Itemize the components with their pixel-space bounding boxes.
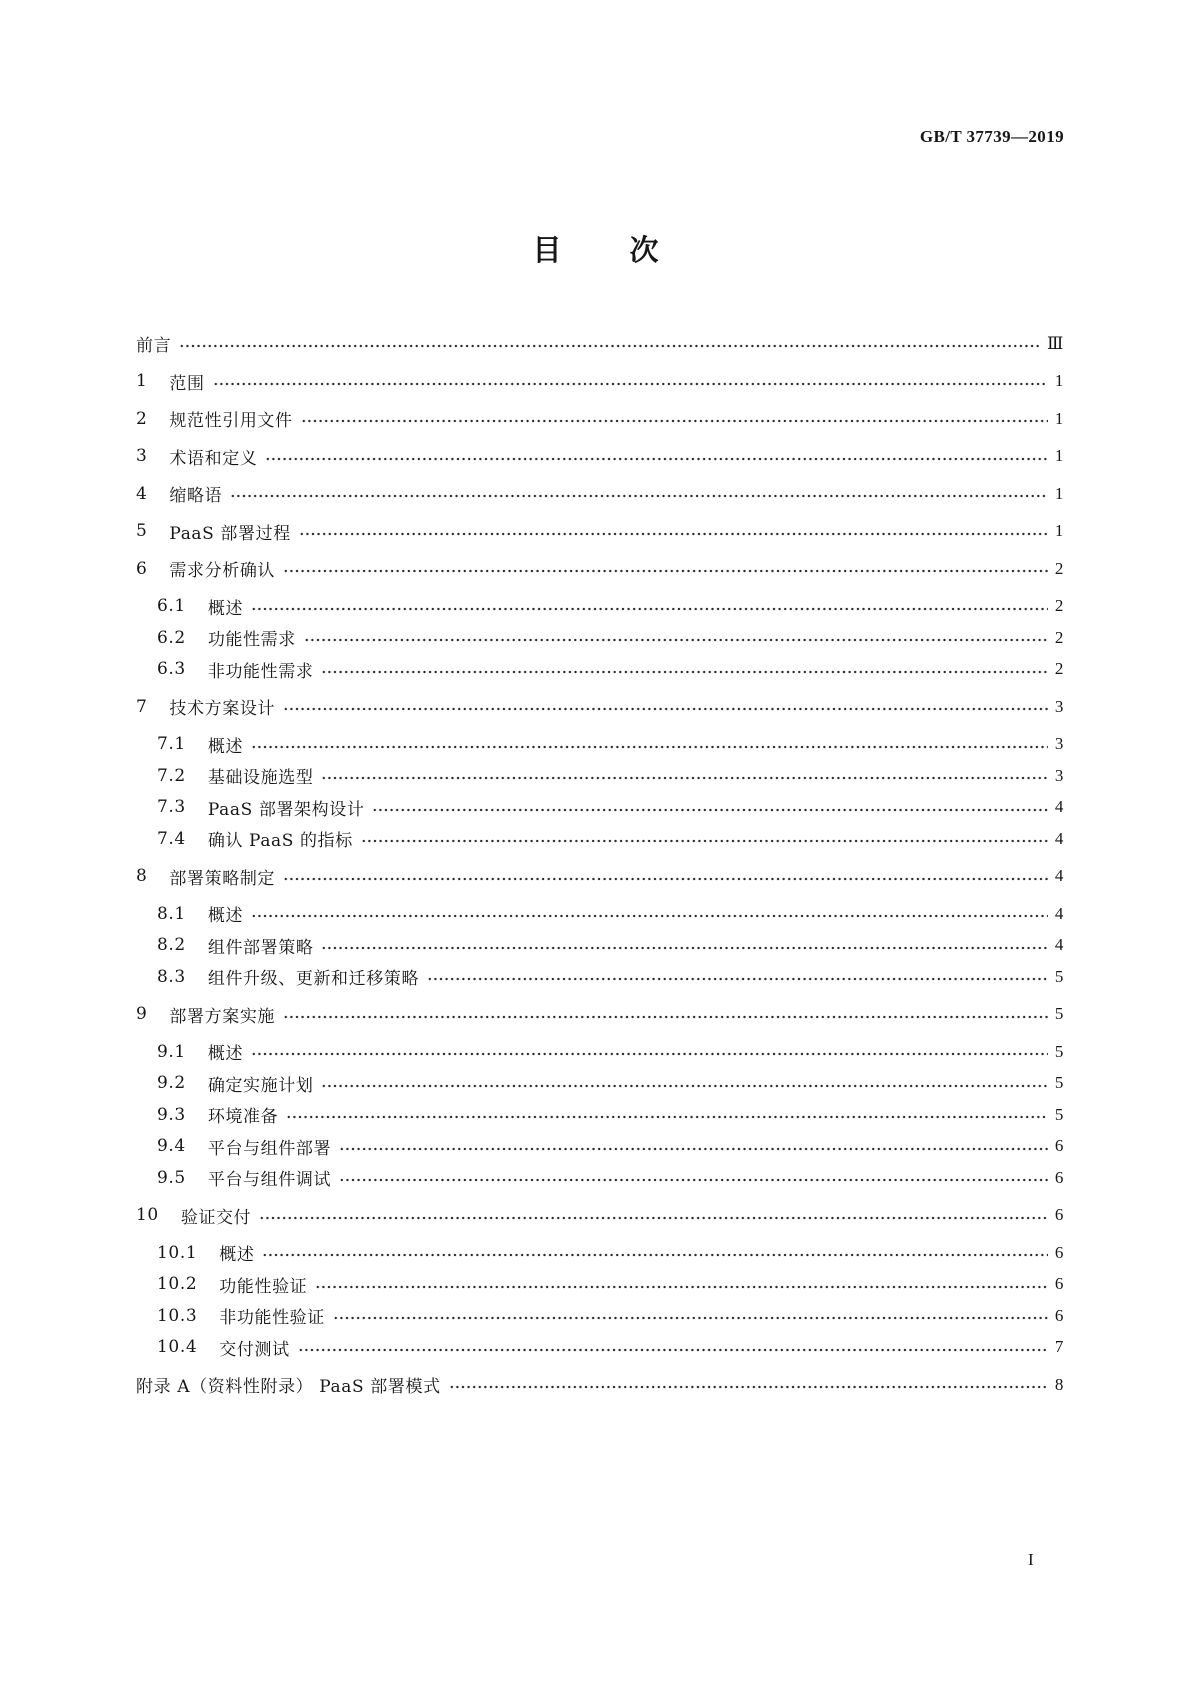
toc-entry-title: 基础设施选型 (207, 768, 314, 789)
toc-leader-dots (301, 403, 1048, 434)
page-title: 目 次 (532, 233, 659, 267)
toc-entry-title: 概述 (207, 906, 244, 927)
toc-entry-title: 功能性需求 (207, 630, 296, 651)
toc-leader-dots (304, 622, 1048, 653)
toc-entry-number: 9.4 (157, 1136, 186, 1157)
toc-entry-page: 5 (1054, 966, 1064, 986)
toc-entry-page: 5 (1054, 1041, 1064, 1061)
toc-entry-title: 概述 (207, 598, 244, 619)
toc-entry-number: 8.3 (157, 966, 186, 987)
toc-entry (136, 1200, 1064, 1232)
toc-entry (136, 792, 1064, 824)
toc-entry-page: 4 (1054, 797, 1064, 817)
toc-entry-title: 部署方案实施 (169, 1006, 276, 1027)
toc-entry-page: 7 (1054, 1337, 1064, 1357)
toc-entry-number: 8.1 (157, 903, 186, 924)
toc-entry-page: 4 (1054, 935, 1064, 955)
toc-entry (136, 930, 1064, 962)
page-number: I (1028, 1550, 1034, 1569)
toc-entry-page: 6 (1054, 1136, 1064, 1156)
toc-entry-page: 6 (1054, 1167, 1064, 1187)
toc-entry-title: 部署策略制定 (169, 868, 276, 889)
toc-entry-number: 3 (136, 446, 148, 467)
toc-entry-title: 确定实施计划 (207, 1075, 314, 1096)
toc-entry (136, 898, 1064, 930)
toc-entry-number: 7.4 (157, 828, 186, 849)
toc-leader-dots (213, 366, 1048, 397)
toc-leader-dots (321, 654, 1047, 685)
toc-entry (136, 441, 1064, 473)
toc-entry-title: 平台与组件调试 (207, 1170, 332, 1191)
toc-leader-dots (333, 1300, 1048, 1331)
toc-entry (136, 729, 1064, 761)
toc-entry (136, 366, 1064, 398)
toc-entry-number: 6.2 (157, 627, 186, 648)
toc-entry-title: 非功能性需求 (207, 661, 314, 682)
toc-entry-number: 7.2 (157, 765, 186, 786)
toc-leader-dots (262, 1237, 1047, 1268)
toc-entry (136, 1162, 1064, 1194)
toc-entry-page: 6 (1054, 1242, 1064, 1262)
toc-leader-dots (298, 1332, 1048, 1363)
toc-entry (136, 1036, 1064, 1068)
toc-entry-page: 1 (1054, 521, 1064, 541)
toc-entry-number: 10.2 (157, 1274, 198, 1295)
toc-entry (136, 1300, 1064, 1332)
toc-leader-dots (372, 792, 1047, 823)
toc-entry-number: 7 (136, 696, 148, 717)
toc-leader-dots (251, 729, 1048, 760)
toc-entry-page: 1 (1054, 371, 1064, 391)
toc-entry-number: 1 (136, 371, 148, 392)
toc-entry (136, 328, 1064, 360)
toc-entry-number: 10.3 (157, 1305, 198, 1326)
toc-entry-page: 2 (1054, 659, 1064, 679)
toc-entry (136, 1068, 1064, 1100)
toc-entry-title: 环境准备 (207, 1107, 279, 1128)
toc-entry-number: 8 (136, 866, 148, 887)
toc-entry-title: 前言 (136, 336, 172, 357)
toc-entry-number: 9.2 (157, 1073, 186, 1094)
toc-leader-dots (449, 1369, 1048, 1400)
toc-leader-dots (283, 861, 1048, 892)
toc-entry-number: 10.1 (157, 1242, 198, 1263)
toc-entry-page: 3 (1054, 696, 1064, 716)
toc-entry (136, 823, 1064, 855)
toc-entry-page: 6 (1054, 1205, 1064, 1225)
toc-leader-dots (283, 691, 1048, 722)
toc-entry-title: 确认 PaaS 的指标 (207, 831, 353, 852)
toc-entry-number: 5 (136, 521, 148, 542)
toc-leader-dots (339, 1131, 1048, 1162)
toc-entry-number: 10.4 (157, 1337, 198, 1358)
toc-entry (136, 516, 1064, 548)
toc-entry-title: 术语和定义 (169, 448, 258, 469)
toc-entry-number: 9.1 (157, 1041, 186, 1062)
toc-entry-title: 规范性引用文件 (169, 411, 293, 432)
toc-entry (136, 553, 1064, 585)
toc-entry-number: 7.1 (157, 734, 186, 755)
toc-entry-title: 技术方案设计 (169, 699, 276, 720)
toc-entry-title: 非功能性验证 (219, 1308, 325, 1329)
toc-leader-dots (283, 553, 1048, 584)
toc-entry (136, 478, 1064, 510)
toc-entry-title: 组件升级、更新和迁移策略 (207, 969, 420, 990)
toc-leader-dots (321, 1068, 1047, 1099)
toc-entry (136, 999, 1064, 1031)
toc-entry-title: 需求分析确认 (169, 561, 276, 582)
toc-entry-number: 8.2 (157, 935, 186, 956)
toc-entry-page: 3 (1054, 734, 1064, 754)
toc-entry-number: 7.3 (157, 797, 186, 818)
toc-entry-page: 6 (1054, 1305, 1064, 1325)
toc-entry-title: 验证交付 (180, 1207, 252, 1228)
toc-entry (136, 760, 1064, 792)
toc-entry (136, 1237, 1064, 1269)
toc-entry-page: 1 (1054, 446, 1064, 466)
toc-leader-dots (427, 961, 1048, 992)
toc-entry-page: 2 (1054, 558, 1064, 578)
toc-entry-number: 6.1 (157, 596, 186, 617)
toc-entry (136, 1131, 1064, 1163)
toc-entry (136, 622, 1064, 654)
toc-entry (136, 403, 1064, 435)
toc-leader-dots (251, 1036, 1048, 1067)
toc-entry-page: 1 (1054, 408, 1064, 428)
toc-entry-page: 6 (1054, 1274, 1064, 1294)
toc-entry-page: 2 (1054, 596, 1064, 616)
toc-entry-title: 功能性验证 (219, 1276, 308, 1297)
toc-entry-page: 5 (1054, 1104, 1064, 1124)
toc-entry (136, 654, 1064, 686)
toc-entry (136, 861, 1064, 893)
toc-leader-dots (283, 999, 1048, 1030)
toc-entry-page: 5 (1054, 1073, 1064, 1093)
toc-entry-title: 组件部署策略 (207, 937, 314, 958)
standard-code: GB/T 37739—2019 (919, 127, 1064, 146)
toc-leader-dots (286, 1099, 1048, 1130)
toc-entry-title: PaaS 部署过程 (169, 523, 291, 544)
toc-entry (136, 1269, 1064, 1301)
table-of-contents (136, 322, 1064, 1401)
toc-entry-title: 缩略语 (169, 486, 223, 507)
toc-leader-dots (321, 930, 1047, 961)
toc-entry-page: 4 (1054, 903, 1064, 923)
toc-entry-page: 2 (1054, 627, 1064, 647)
toc-leader-dots (339, 1162, 1048, 1193)
toc-entry (136, 961, 1064, 993)
toc-leader-dots (321, 760, 1047, 791)
toc-leader-dots (230, 478, 1048, 509)
toc-leader-dots (179, 328, 1040, 359)
toc-leader-dots (315, 1269, 1048, 1300)
toc-entry-number: 6.3 (157, 659, 186, 680)
toc-entry-title: 平台与组件部署 (207, 1138, 332, 1159)
toc-entry-page: 3 (1054, 765, 1064, 785)
toc-entry-title: 范围 (169, 373, 205, 394)
toc-entry-page: 4 (1054, 828, 1064, 848)
toc-entry-title: 附录 A（资料性附录） PaaS 部署模式 (136, 1377, 441, 1398)
toc-leader-dots (251, 898, 1048, 929)
toc-entry-page: Ⅲ (1047, 333, 1064, 353)
toc-entry-page: 5 (1054, 1004, 1064, 1024)
toc-entry (136, 591, 1064, 623)
toc-leader-dots (251, 591, 1048, 622)
toc-entry (136, 1332, 1064, 1364)
toc-entry-number: 9.3 (157, 1104, 186, 1125)
toc-entry-title: 交付测试 (219, 1339, 290, 1360)
toc-entry-number: 6 (136, 558, 148, 579)
toc-entry-number: 10 (136, 1205, 159, 1226)
toc-entry-number: 9.5 (157, 1167, 186, 1188)
toc-entry (136, 1369, 1064, 1401)
toc-entry-number: 9 (136, 1004, 148, 1025)
toc-entry-number: 4 (136, 483, 148, 504)
toc-leader-dots (265, 441, 1047, 472)
toc-leader-dots (299, 516, 1048, 547)
toc-leader-dots (361, 823, 1048, 854)
toc-entry-page: 8 (1054, 1374, 1064, 1394)
toc-entry-page: 1 (1054, 483, 1064, 503)
toc-entry-page: 4 (1054, 866, 1064, 886)
toc-leader-dots (259, 1200, 1048, 1231)
toc-entry-title: 概述 (219, 1245, 255, 1266)
toc-entry (136, 691, 1064, 723)
toc-entry-number: 2 (136, 408, 148, 429)
toc-entry-title: 概述 (207, 1044, 244, 1065)
toc-entry (136, 1099, 1064, 1131)
toc-entry-title: 概述 (207, 736, 244, 757)
toc-entry-title: PaaS 部署架构设计 (207, 799, 365, 820)
